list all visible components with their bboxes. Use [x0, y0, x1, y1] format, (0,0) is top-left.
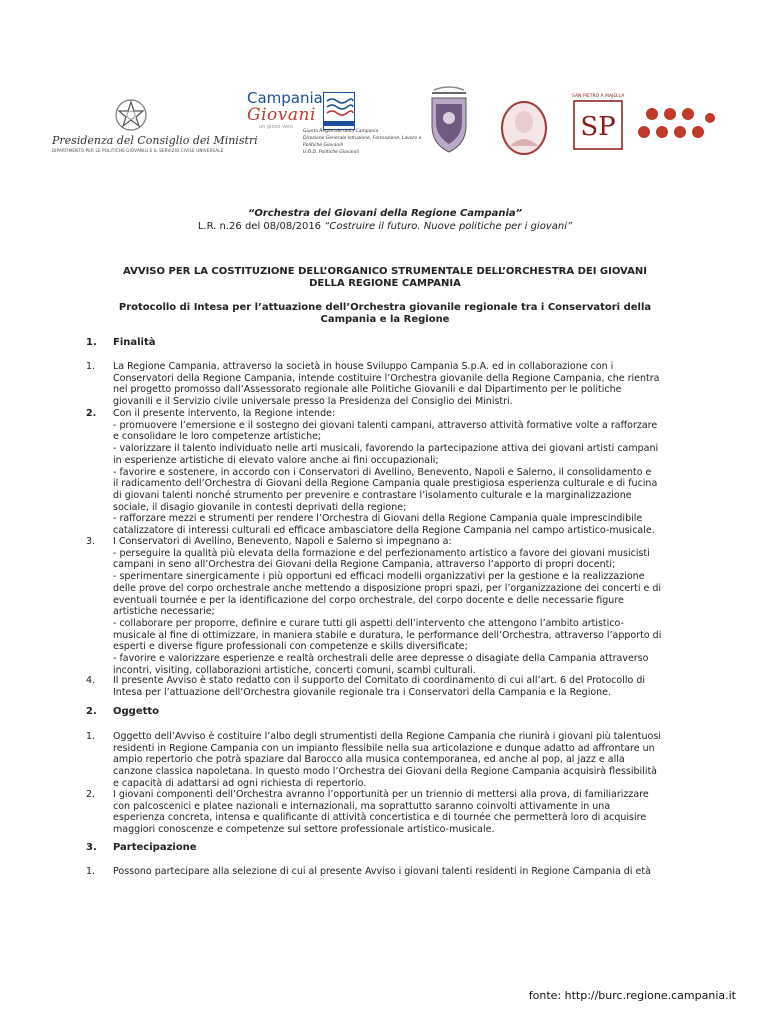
item-number: 1.	[86, 731, 96, 742]
text-line: Il presente Avviso è stato redatto con il supporto del Comitato di coordinamento di cui all’art. 6 del Protocollo di	[113, 675, 645, 686]
campania-giovani-logo	[247, 89, 422, 155]
text-line: delle prove del corpo orchestrale anche mettendo a disposizione propri spazi, per l’organizzazione dei concerti e di	[113, 582, 662, 594]
item-text	[113, 536, 698, 676]
section-title: Oggetto	[113, 706, 160, 717]
partecipazione-item-1	[86, 866, 698, 878]
item-text	[113, 675, 698, 698]
text-line: canzone classica napoletana. In questo modo l’Orchestra dei Giovani della Regione Campania acquisirà flessibilità	[113, 766, 658, 778]
section-title: Partecipazione	[113, 842, 197, 853]
text-line: ampio repertorio che potrà spaziare dal Barocco alla musica contemporanea, ed anche al pop, al jazz e alla	[113, 754, 625, 766]
campania-giovani-text	[303, 128, 422, 156]
cg-line: Direzione Generale Istruzione, Formazione, Lavoro e	[303, 136, 422, 141]
finalita-item-4	[86, 675, 698, 698]
law-title: “Costruire il futuro. Nuove politiche per i giovani”	[324, 221, 573, 232]
presidenza-title: Presidenza del Consiglio dei Ministri	[52, 134, 258, 147]
text-line: - promuovere l’emersione e il sostegno dei giovani talenti campani, attraverso attività formative volte a rafforzare	[113, 419, 658, 431]
text-line: nel progetto promosso dall’Assessorato regionale alle Politiche Giovanili e dal Dipartimento per le politiche	[113, 384, 622, 396]
text-line: Intesa per l’attuazione dell’Orchestra giovanile regionale tra i Conservatori della Campania e la Regione.	[113, 686, 612, 698]
finalita-item-1	[86, 361, 698, 408]
text-line: I Conservatori di Avellino, Benevento, Napoli e Salerno si impegnano a:	[113, 536, 452, 547]
protocollo-line1: Protocollo di Intesa per l’attuazione dell’Orchestra giovanile regionale tra i Conservatori della	[118, 302, 652, 313]
conservatorio-dots-logo	[636, 106, 718, 150]
red-dots-icon	[636, 106, 718, 146]
svg-text:SP: SP	[580, 112, 616, 142]
text-line: maggiori conoscenze e competenze sul settore professionale artistico-musicale.	[113, 824, 495, 836]
text-line: esperienza concreta, intensa e qualificante di attività concertistica e di tournée che permetterà loro di acquisire	[113, 812, 647, 824]
san-pietro-a-majella-logo	[572, 94, 624, 155]
text-line: - sperimentare sinergicamente i più opportuni ed efficaci modelli organizzativi per la gestione e la realizzazione	[113, 571, 645, 583]
text-line: Possono partecipare alla selezione di cui al presente Avviso i giovani talenti residenti in Regione Campania di età	[113, 866, 651, 877]
item-number: 1.	[86, 866, 96, 877]
text-line: La Regione Campania, attraverso la società in house Sviluppo Campania S.p.A. ed in collaborazione con i	[113, 361, 614, 372]
avviso-heading-line1: AVVISO PER LA COSTITUZIONE DELL’ORGANICO STRUMENTALE DELL’ORCHESTRA DEI GIOVANI	[123, 266, 647, 277]
section-number: 1.	[86, 337, 97, 348]
text-line: eventuali tournée e per la identificazione del corpo orchestrale, del corpo docente e delle necessarie figure	[113, 594, 624, 606]
text-line: Con il presente intervento, la Regione intende:	[113, 408, 336, 419]
text-line: - favorire e sostenere, in accordo con i Conservatori di Avellino, Benevento, Napoli e Salerno, il consolidamento e	[113, 466, 652, 478]
cg-line: U.O.D. Politiche Giovanili	[303, 150, 359, 155]
oggetto-item-2	[86, 789, 698, 836]
finalita-item-3	[86, 536, 698, 676]
avviso-heading-line2: DELLA REGIONE CAMPANIA	[309, 278, 461, 289]
portrait-medallion-icon	[500, 100, 548, 156]
italian-republic-emblem-icon	[114, 98, 148, 132]
shield-waves-icon	[324, 93, 354, 121]
text-line: - rafforzare mezzi e strumenti per rendere l’Orchestra di Giovani della Regione Campania quale imprescindibile	[113, 513, 643, 525]
item-text	[113, 866, 698, 878]
text-line: - favorire e valorizzare esperienze e realtà orchestrali delle aree depresse o disagiate della Campania attraverso	[113, 653, 649, 665]
item-number: 3.	[86, 536, 96, 547]
text-line: - valorizzare il talento individuato nelle arti musicali, favorendo la partecipazione attiva dei giovani artisti campani	[113, 443, 659, 455]
item-number: 1.	[86, 361, 96, 372]
crest-shield-icon	[424, 86, 474, 156]
document-title: “Orchestra dei Giovani della Regione Campania”	[247, 208, 523, 219]
text-line: - perseguire la qualità più elevata della formazione e del perfezionamento artistico a favore dei giovani musicisti	[113, 547, 650, 559]
giovani-word: Giovani	[247, 105, 316, 125]
text-line: I giovani componenti dell’Orchestra avranno l’opportunità per un triennio di mettersi alla prova, di familiarizzare	[113, 789, 649, 800]
text-line: - collaborare per proporre, definire e curare tutti gli aspetti dell’intervento che attengono l’ambito artistico-	[113, 617, 624, 629]
protocollo-line2: Campania e la Regione	[320, 314, 450, 325]
law-reference	[40, 221, 730, 233]
conservatorio-portrait-logo	[500, 100, 548, 160]
item-text	[113, 731, 698, 790]
text-line: incontri, visiting, collaborazioni artistiche, concerti comuni, scambi culturali.	[113, 664, 476, 676]
presidenza-logo	[52, 98, 258, 153]
cg-line: Giunta Regionale della Campania	[303, 129, 379, 134]
text-line: residenti in Regione Campania con un impianto flessibile nella sua articolazione e dunque adatto ad affrontare un	[113, 742, 655, 754]
text-line: catalizzatore di interessi culturali ed efficace ambasciatore della Regione Campania nel campo artistico-musicale.	[113, 525, 655, 537]
section-number: 2.	[86, 706, 97, 717]
source-footer: fonte: http://burc.regione.campania.it	[528, 989, 736, 1002]
section-title: Finalità	[113, 337, 156, 348]
item-number: 2.	[86, 789, 96, 800]
presidenza-subtitle: DIPARTIMENTO PER LE POLITICHE GIOVANILI E IL SERVIZIO CIVILE UNIVERSALE	[52, 148, 224, 153]
cg-line: Politiche Giovanili	[303, 143, 344, 148]
text-line: il radicamento dell’Orchestra di Giovani della Regione Campania quale prestigiosa esperienza culturale e di fucina	[113, 478, 658, 490]
text-line: e consolidare le loro competenze artistiche;	[113, 431, 322, 443]
text-line: Conservatori della Regione Campania, intende costituire l’Orchestra giovanile della Regione Campania, che rientra	[113, 372, 660, 384]
campania-word: Campania	[247, 89, 323, 107]
text-line: artistiche necessarie;	[113, 606, 215, 618]
item-text	[113, 789, 698, 836]
text-line: e capacità di adattarsi ad ogni richiesta di repertorio.	[113, 777, 367, 789]
item-number: 2.	[86, 408, 97, 419]
text-line: in esperienze artistiche di elevato valore anche ai fini occupazionali;	[113, 454, 439, 466]
law-number: L.R. n.26 del 08/08/2016	[197, 221, 325, 232]
regione-campania-shield-icon	[323, 92, 355, 130]
item-number: 4.	[86, 675, 96, 686]
text-line: sociale, il disagio giovanile in contesti deprivati della regione;	[113, 501, 407, 513]
text-line: esperti e diverse figure professionali con competenze e skills diversificate;	[113, 641, 468, 653]
text-line: Oggetto dell’Avviso è costituire l’albo degli strumentisti della Regione Campania che riunirà i giovani più talentuosi	[113, 731, 661, 742]
logo-strip	[0, 86, 770, 168]
text-line: con palcoscenici e platee nazionali e internazionali, ma soprattutto saranno coinvolti attivamente in una	[113, 800, 611, 812]
text-line: musicale al fine di ottimizzare, in maniera stabile e duratura, le performance dell’Orchestra, attraverso l’apporto di	[113, 629, 662, 641]
text-line: di giovani talenti nonché strumento per prevenire e contrastare l’isolamento culturale e la marginalizzazione	[113, 489, 632, 501]
finalita-item-2	[86, 408, 698, 537]
conservatorio-crest-logo	[424, 86, 474, 160]
section-number: 3.	[86, 842, 97, 853]
item-text	[113, 408, 698, 537]
campania-giovani-tagline: un gioco vero	[259, 124, 293, 130]
san-pietro-label: SAN PIETRO A MAJELLA	[572, 94, 625, 99]
text-line: campani in seno all’Orchestra dei Giovani della Regione Campania, attraverso l’apporto di propri docenti;	[113, 559, 616, 571]
spm-monogram-icon	[572, 99, 624, 151]
item-text	[113, 361, 698, 408]
text-line: giovanili e il Servizio civile universale presso la Presidenza del Consiglio dei Ministri.	[113, 396, 513, 408]
oggetto-item-1	[86, 731, 698, 790]
